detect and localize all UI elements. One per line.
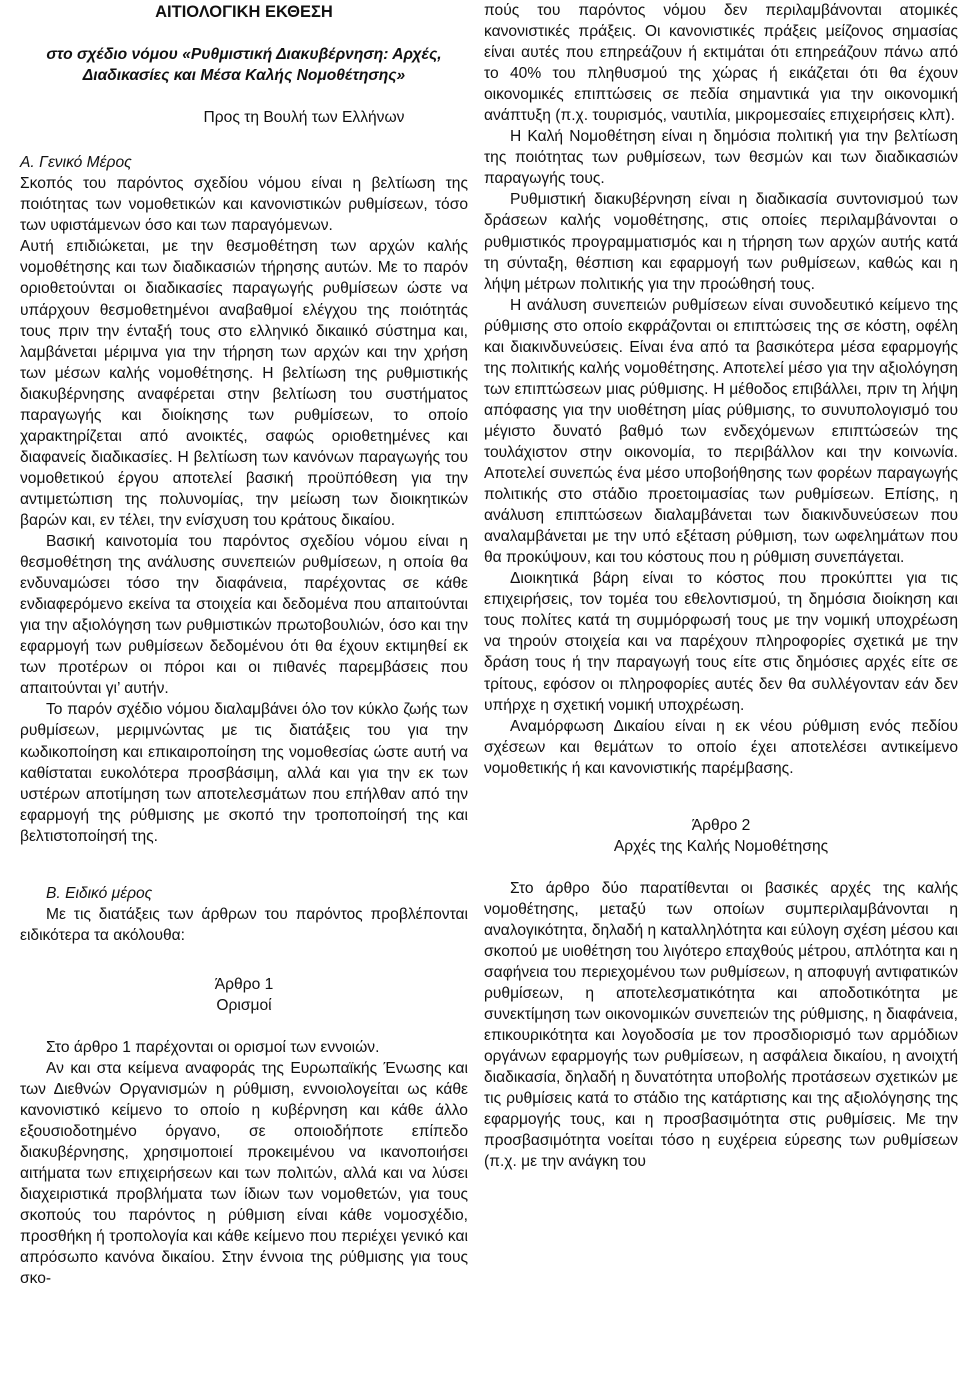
document-title: ΑΙΤΙΟΛΟΓΙΚΗ ΕΚΘΕΣΗ	[155, 3, 333, 21]
section-a-heading: Α. Γενικό Μέρος	[20, 154, 132, 172]
paragraph: Η ανάλυση συνεπειών ρυθμίσεων είναι συνοδευτικό κείμενο της ρύθμισης στο οποίο εκφράζονται οι επιπτώσεις της σε κόστη, οφέλη και διακινδυνεύσεις. Είναι ένα από τα βασικότερα μέσα εφαρμογής της πολιτικής καλής νομοθέτησης. Αποτελεί μέσο για την αξιολόγηση των επιπτώσεων μιας ρύθμισης. Η μέθοδος επιβάλλει, πριν τη λήψη απόφασης για την υιοθέτηση μίας ρύθμισης, το συνυπολογισμό του μέγιστο δυνατό βαθμό των ενδεχόμενων επιπτώσεών της τουλάχιστον στην οικονομία, το περιβάλλον και την κοινωνία. Αποτελεί συνεπώς ένα μέσο υποβοήθησης των φορέων παραγωγής πολιτικής στο στάδιο προετοιμασίας των ρυθμίσεων. Επίσης, η ανάλυση επιπτώσεων διαλαμβάνεται των διακινδυνεύσεων που αναλαμβάνεται με την υπό εξέταση ρύθμιση, των ωφελημάτων που θα προκύψουν, και του κόστους που η ρύθμιση συνεπάγεται.	[484, 296, 958, 567]
paragraph: Με τις διατάξεις των άρθρων του παρόντος προβλέπονται ειδικότερα τα ακόλουθα:	[20, 905, 468, 944]
paragraph: Διοικητικά βάρη είναι το κόστος που προκύπτει για τις επιχειρήσεις, τον τομέα του εθελοντισμού, τη δημόσια διοίκηση και τους πολίτες κατά τη συμμόρφωσή τους με την νομική υποχρέωση να τηρούν στοιχεία και να παρέχουν πληροφορίες σχετικά με την δράση τους ή την παραγωγή τους είτε στις δημόσιες αρχές είτε σε τρίτους, εφόσον οι πληροφορίες αυτές δεν θα συλλέγονταν εάν δεν υπήρχε η σχετική νομική υποχρέωση.	[484, 570, 958, 714]
paragraph: Σκοπός του παρόντος σχεδίου νόμου είναι η βελτίωση της ποιότητας των νομοθετικών και κανονιστικών ρυθμίσεων, τόσο των υφιστάμενων όσο και των παραγόμενων.	[20, 175, 468, 235]
article-2-number: Άρθρο 2	[691, 816, 751, 834]
paragraph: Αν και στα κείμενα αναφοράς της Ευρωπαϊκής Ένωσης και των Διεθνών Οργανισμών η ρύθμιση, εννοιολογείται ως κάθε κανονιστικό κείμενο το οποίο η κυβέρνηση και κάθε άλλο εξουσιοδοτημένο όργανο, σε οποιοδήποτε επίπεδο διακυβέρνησης, χρησιμοποιεί προκειμένου να ικανοποιήσει αιτήματα των επιχειρήσεων και των πολιτών, αλλά και να λύσει διαχειριστικά προβλήματα των ίδιων των νομοθετών, για τους σκοπούς του παρόντος η ρύθμιση είναι κάθε νομοσχέδιο, προσθήκη ή τροπολογία και κάθε κείμενο που περιέχει γενικό και απρόσωπο κανόνα δικαίου. Στην έννοια της ρύθμισης για τους σκο-	[20, 1060, 468, 1288]
section-b-heading: Β. Ειδικό μέρος	[46, 884, 153, 902]
article-1-number: Άρθρο 1	[214, 975, 274, 993]
article-2-title: Αρχές της Καλής Νομοθέτησης	[613, 837, 829, 855]
paragraph: πούς του παρόντος νόμου δεν περιλαμβάνονται ατομικές κανονιστικές πράξεις. Οι κανονιστικές πράξεις μείζονος σημασίας είναι αυτές που επηρεάζουν ή εκτιμάται ότι επηρεάζουν πάνω από το 40% του πληθυσμού της χώρας ή εικάζεται ότι θα έχουν οικονομικές επιπτώσεις σε πεδία σημαντικά για την οικονομική ανάπτυξη (π.χ. τουρισμός, ναυτιλία, μικρομεσαίες επιχειρήσεις κλπ).	[484, 2, 958, 125]
right-column	[484, 0, 958, 1172]
paragraph: Ρυθμιστική διακυβέρνηση είναι η διαδικασία συντονισμού των δράσεων καλής νομοθέτησης, στις οποίες περιλαμβάνονται ο ρυθμιστικός προγραμματισμός και η τήρηση των αρχών αυτής κατά τη σύνταξη, θέσπιση και εφαρμογή των ρυθμίσεων, καθώς και η λήψη μέτρων πολιτικής για την προώθησή τους.	[484, 191, 958, 293]
paragraph: Αναμόρφωση Δικαίου είναι η εκ νέου ρύθμιση ενός πεδίου σχέσεων και θεμάτων το οποίο έχει αποτελέσει αντικείμενο νομοθετικής ή και κανονιστικής παρέμβασης.	[484, 717, 958, 777]
document-subtitle: στο σχέδιο νόμου «Ρυθμιστική Διακυβέρνηση: Αρχές, Διαδικασίες και Μέσα Καλής Νομοθέτησης»	[46, 46, 442, 85]
article-1-title: Ορισμοί	[216, 996, 272, 1014]
paragraph: Η Καλή Νομοθέτηση είναι η δημόσια πολιτική για την βελτίωση της ποιότητας των ρυθμίσεων, των θεσμών και των διαδικασιών παραγωγής τους.	[484, 128, 958, 188]
paragraph: Βασική καινοτομία του παρόντος σχεδίου νόμου είναι η θεσμοθέτηση της ανάλυσης συνεπειών ρυθμίσεων, η οποία θα ενδυναμώσει τόσο την διαφάνεια, παρέχοντας σε κάθε ενδιαφερόμενο εκείνα τα στοιχεία και δεδομένα που απαιτούνται για την αξιολόγηση των ρυθμιστικών πρωτοβουλιών, όσο και την εφαρμογή των ρυθμίσεων δεδομένου ότι θα έχουν εκτιμηθεί εκ των προτέρων οι πόροι και οι πιθανές παρεμβάσεις που απαιτούνται γι’ αυτήν.	[20, 533, 468, 698]
paragraph: Αυτή επιδιώκεται, με την θεσμοθέτηση των αρχών καλής νομοθέτησης και των διαδικασιών τήρησης αυτών. Με το παρόν οριοθετούνται οι διαδικασίες παραγωγής ρυθμίσεων ώστε να υπάρχουν θεσμοθετημένοι αναβαθμοί ελέγχου της ποιότητάς τους πριν την ένταξή τους στο ελληνικό δικαιικό σύστημα και, λαμβάνεται μέριμνα για την τήρηση των αρχών και την χρήση των μέσων καλής νομοθέτησης. Η βελτίωση της ρυθμιστικής διακυβέρνησης αναφέρεται στην βελτίωση του συστήματος παραγωγής και διοίκησης των ρυθμίσεων, το οποίο χαρακτηρίζεται από ανοικτές, σαφώς οριοθετημένες και διαφανείς διαδικασίες. Η βελτίωση των κανόνων παραγωγής του νομοθετικού έργου αποτελεί βασική προϋπόθεση για την αντιμετώπιση της πολυνομίας, την μείωση των διοικητικών βαρών και, εν τέλει, την ενίσχυση του κράτους δικαίου.	[20, 238, 468, 529]
paragraph: Στο άρθρο δύο παρατίθενται οι βασικές αρχές της καλής νομοθέτησης, μεταξύ των οποίων συμπεριλαμβάνονται η αναλογικότητα, δηλαδή η καταλληλότητα και εύλογη σχέση μέσου και σκοπού με υιοθέτηση του λιγότερο επαχθούς μέτρου, απλότητα και η σαφήνεια του περιεχομένου των ρυθμίσεων, η αποφυγή αντιφατικών ρυθμίσεων, η αποτελεσματικότητα και αποδοτικότητα με συνεκτίμηση των οικονομικών συνεπειών της ρύθμισης, η διαφάνεια, επικουρικότητα και λογοδοσία με τον προσδιορισμό των αρμόδιων οργάνων εφαρμογής των ρυθμίσεων, η ασφάλεια δικαίου, η ανοιχτή διαδικασία, δηλαδή η δυνατότητα υποβολής προτάσεων σχετικών με τις ρυθμίσεις κατά το στάδιο της κατάρτισης και της αξιολόγησης της εφαρμογής τους, και η προσβασιμότητα στις ρυθμίσεις. Με την προσβασιμότητα νοείται τόσο η ευχέρεια εύρεσης των ρυθμίσεων (π.χ. με την ανάγκη του	[484, 879, 958, 1171]
paragraph: Το παρόν σχέδιο νόμου διαλαμβάνει όλο τον κύκλο ζωής των ρυθμίσεων, μεριμνώντας με τις διατάξεις του για την κωδικοποίηση και επικαιροποίηση της νομοθεσίας ώστε αυτή να καθίσταται ευκολότερα προσβάσιμη, αλλά και για την εκ των υστέρων αποτίμηση των αποτελεσμάτων που επήλθαν από την εφαρμογή της ρύθμισης με σκοπό την τροποποίησή της και βελτιστοποίησή της.	[20, 701, 468, 845]
paragraph: Στο άρθρο 1 παρέχονται οι ορισμοί των εννοιών.	[46, 1038, 380, 1056]
addressee: Προς τη Βουλή των Ελλήνων	[203, 109, 405, 127]
left-column	[20, 0, 468, 1290]
